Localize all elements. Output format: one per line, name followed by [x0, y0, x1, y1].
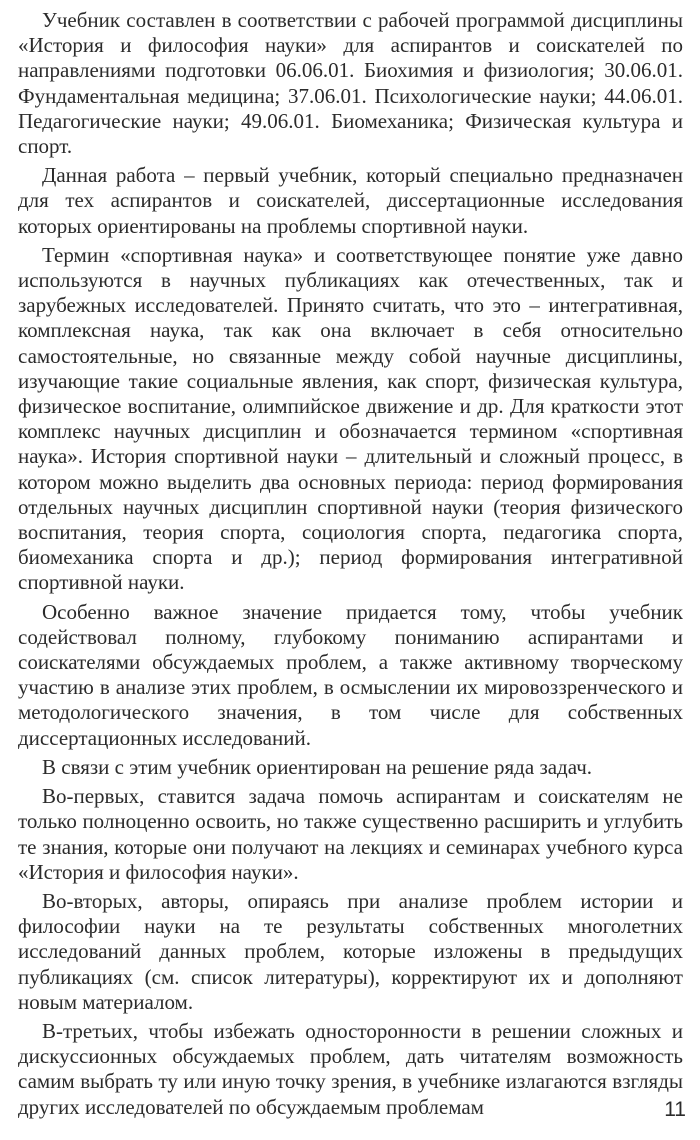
paragraph-2: Данная работа – первый учебник, который специально предназначен для тех аспирантов и соискателей, диссертационные исследования которых ориентированы на проблемы спортивной науки. [18, 163, 683, 238]
document-page [18, 8, 683, 1124]
paragraph-1: Учебник составлен в соответствии с рабочей программой дисциплины «История и философия науки» для аспирантов и соискателей по направлениями подготовки 06.06.01. Биохимия и физиология; 30.06.01. Фундаментальная медицина; 37.06.01. Психологические науки; 44.06.01. Педагогические науки; 49.06.01. Биомеханика; Физическая культура и спорт. [18, 8, 683, 159]
paragraph-8: В-третьих, чтобы избежать односторонности в решении сложных и дискуссионных обсуждаемых проблем, дать читателям возможность самим выбрать ту или иную точку зрения, в учебнике излагаются взгляды других исследователей по обсуждаемым проблемам [18, 1018, 683, 1119]
page-number: 11 [664, 1098, 686, 1121]
paragraph-7: Во-вторых, авторы, опираясь при анализе проблем истории и философии науки на те результаты собственных многолетних исследований данных проблем, которые изложены в предыдущих публикациях (см. список литературы), корректируют их и дополняют новым материалом. [18, 888, 683, 1014]
paragraph-4: Особенно важное значение придается тому, чтобы учебник содействовал полному, глубокому пониманию аспирантами и соискателями обсуждаемых проблем, а также активному творческому участию в анализе этих проблем, в осмыслении их мировоззренческого и методологического значения, в том числе для собственных диссертационных исследований. [18, 599, 683, 750]
paragraph-6: Во-первых, ставится задача помочь аспирантам и соискателям не только полноценно освоить, но также существенно расширить и углубить те знания, которые они получают на лекциях и семинарах учебного курса «История и философия науки». [18, 784, 683, 884]
paragraph-3: Термин «спортивная наука» и соответствующее понятие уже давно используются в научных публикациях как отечественных, так и зарубежных исследователей. Принято считать, что это – интегративная, комплексная наука, так как она включает в себя относительно самостоятельные, но связанные между собой научные дисциплины, изучающие такие социальные явления, как спорт, физическая культура, физическое воспитание, олимпийское движение и др. Для краткости этот комплекс научных дисциплин и обозначается термином «спортивная наука». История спортивной науки – длительный и сложный процесс, в котором можно выделить два основных периода: период формирования отдельных научных дисциплин спортивной науки (теория физического воспитания, теория спорта, социология спорта, педагогика спорта, биомеханика спорта и др.); период формирования интегративной спортивной науки. [18, 242, 683, 595]
paragraph-5: В связи с этим учебник ориентирован на решение ряда задач. [42, 754, 593, 779]
